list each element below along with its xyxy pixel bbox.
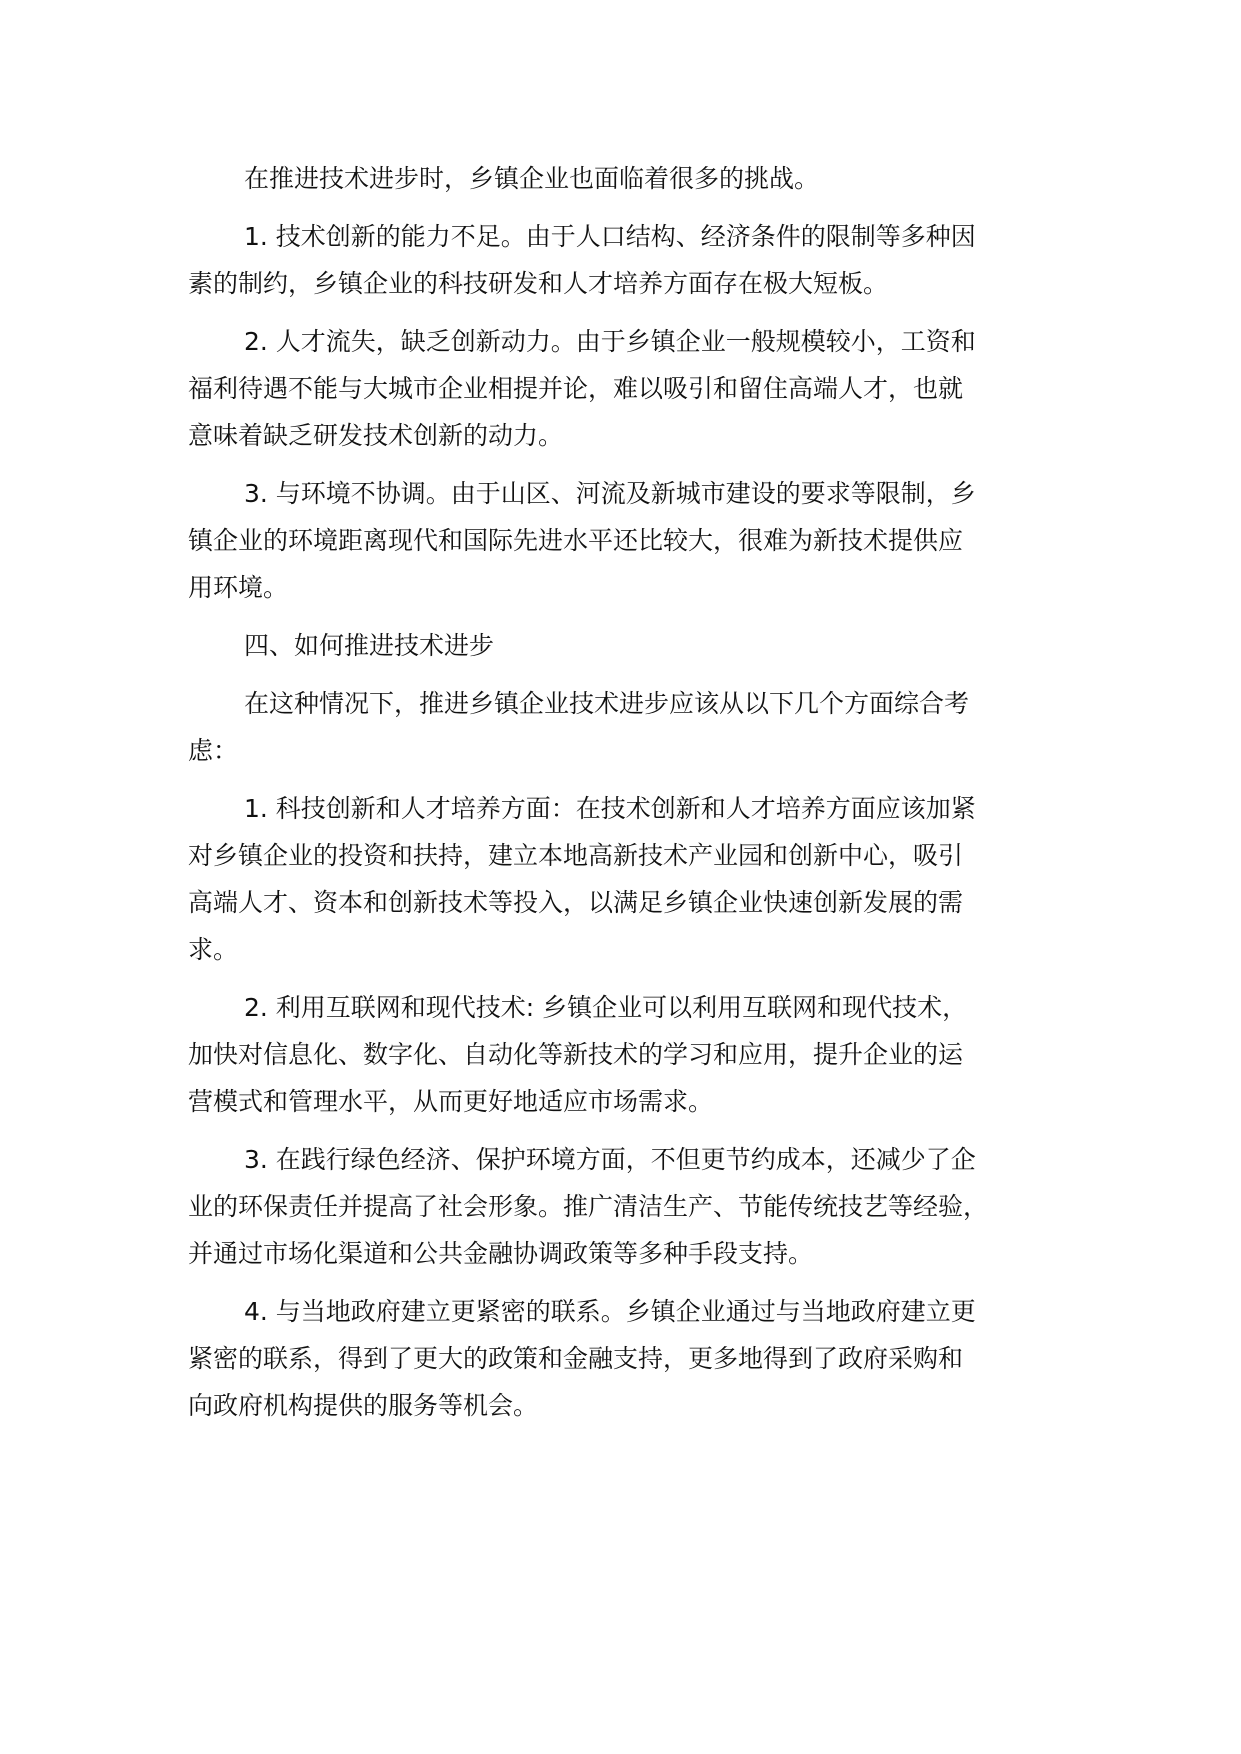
paragraph-line: 在推进技术进步时，乡镇企业也面临着很多的挑战。	[244, 164, 820, 193]
paragraph-line: 1. 科技创新和人才培养方面：在技术创新和人才培养方面应该加紧	[244, 794, 976, 823]
paragraph-line: 求。	[188, 935, 239, 964]
paragraph-line: 在这种情况下，推进乡镇企业技术进步应该从以下几个方面综合考	[244, 689, 970, 718]
paragraph-solution-3	[188, 1136, 1088, 1277]
paragraph-challenge-3	[188, 470, 1088, 611]
paragraph-line: 对乡镇企业的投资和扶持，建立本地高新技术产业园和创新中心，吸引	[188, 841, 964, 870]
paragraph-solution-4	[188, 1288, 1088, 1429]
paragraph-line: 镇企业的环境距离现代和国际先进水平还比较大，很难为新技术提供应	[188, 526, 964, 555]
paragraph-line: 营模式和管理水平，从而更好地适应市场需求。	[188, 1087, 714, 1116]
paragraph-challenge-1	[188, 213, 1088, 307]
paragraph-line: 并通过市场化渠道和公共金融协调政策等多种手段支持。	[188, 1239, 814, 1268]
paragraph-line: 3. 在践行绿色经济、保护环境方面，不但更节约成本，还减少了企	[244, 1145, 976, 1174]
paragraph-line: 意味着缺乏研发技术创新的动力。	[188, 421, 564, 450]
paragraph-line: 紧密的联系，得到了更大的政策和金融支持，更多地得到了政府采购和	[188, 1344, 964, 1373]
paragraph-line: 业的环保责任并提高了社会形象。推广清洁生产、节能传统技艺等经验，	[188, 1192, 989, 1221]
paragraph-line: 福利待遇不能与大城市企业相提并论，难以吸引和留住高端人才，也就	[188, 374, 964, 403]
paragraph-line: 向政府机构提供的服务等机会。	[188, 1391, 539, 1420]
paragraph-line: 4. 与当地政府建立更紧密的联系。乡镇企业通过与当地政府建立更	[244, 1297, 976, 1326]
paragraph-solution-1	[188, 785, 1088, 973]
paragraph-line: 虑：	[188, 736, 239, 765]
paragraph-line: 2. 利用互联网和现代技术: 乡镇企业可以利用互联网和现代技术，	[244, 993, 968, 1022]
paragraph-solutions-intro	[188, 680, 1088, 774]
paragraph-line: 用环境。	[188, 573, 289, 602]
paragraph-intro	[188, 155, 1088, 202]
paragraph-line: 高端人才、资本和创新技术等投入，以满足乡镇企业快速创新发展的需	[188, 888, 964, 917]
paragraph-line: 素的制约，乡镇企业的科技研发和人才培养方面存在极大短板。	[188, 269, 889, 298]
document-body	[188, 155, 1088, 1429]
paragraph-line: 加快对信息化、数字化、自动化等新技术的学习和应用，提升企业的运	[188, 1040, 964, 1069]
section-heading	[188, 622, 1088, 669]
paragraph-line: 2. 人才流失，缺乏创新动力。由于乡镇企业一般规模较小，工资和	[244, 327, 976, 356]
paragraph-challenge-2	[188, 318, 1088, 459]
paragraph-line: 3. 与环境不协调。由于山区、河流及新城市建设的要求等限制，乡	[244, 479, 976, 508]
section-heading-text: 四、如何推进技术进步	[244, 631, 495, 660]
paragraph-line: 1. 技术创新的能力不足。由于人口结构、经济条件的限制等多种因	[244, 222, 976, 251]
paragraph-solution-2	[188, 984, 1088, 1125]
